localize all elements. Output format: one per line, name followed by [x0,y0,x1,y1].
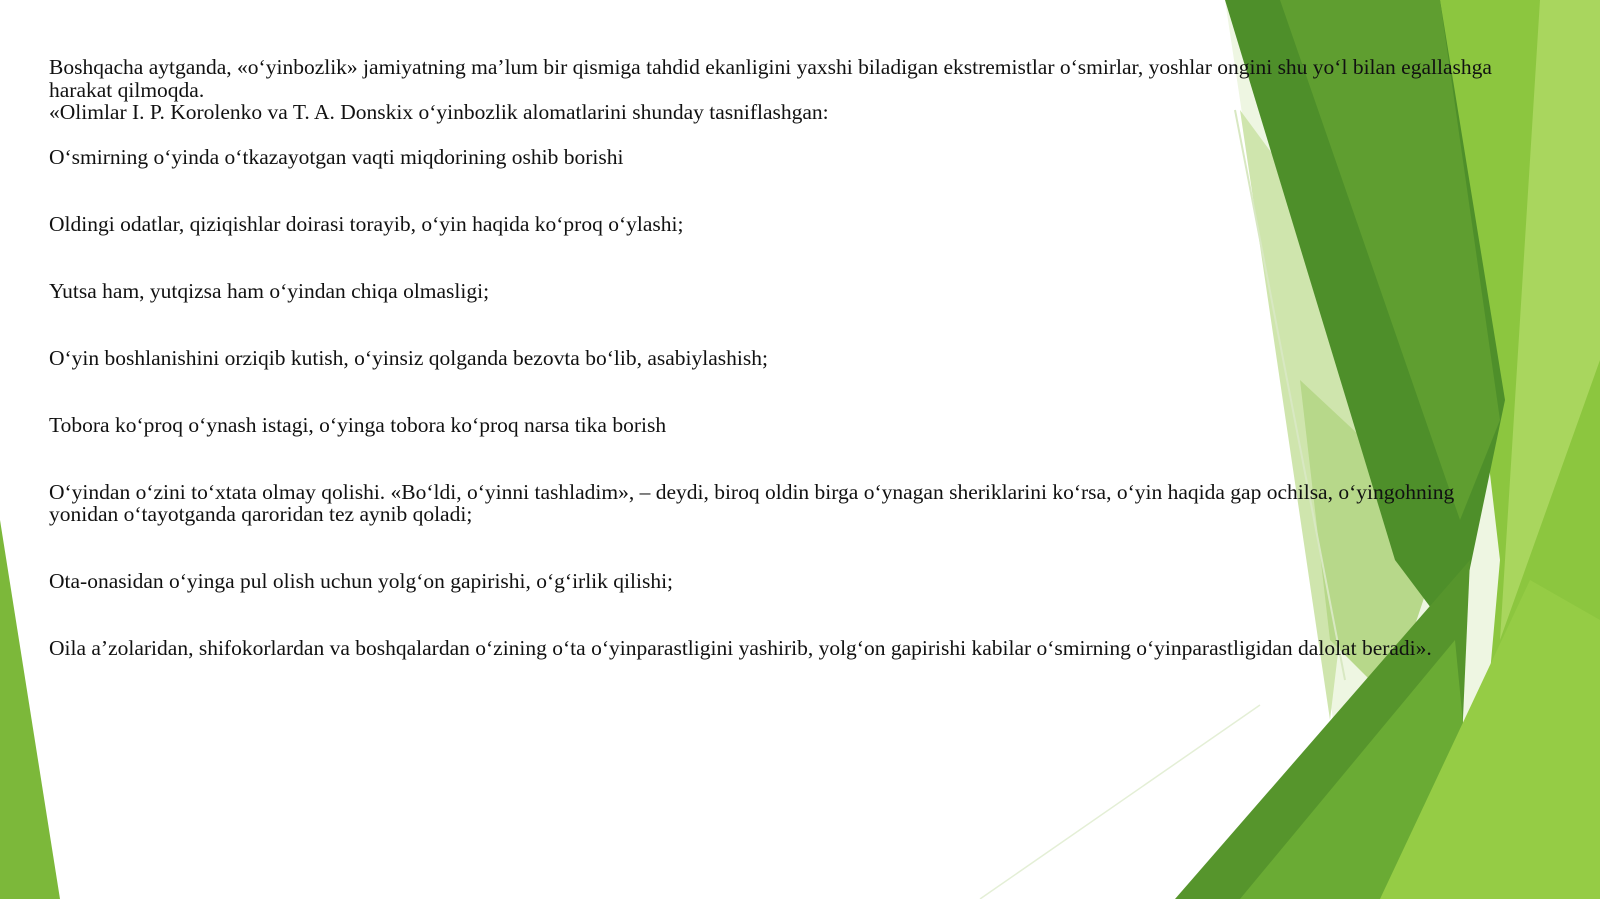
symptom-list [49,146,1519,660]
list-item [49,347,1519,370]
list-item-text: Oldingi odatlar, qiziqishlar doirasi torayib, o‘yin haqida ko‘proq o‘ylashi; [49,211,684,236]
list-item [49,637,1519,660]
list-item-text: Oila a’zolaridan, shifokorlardan va boshqalardan o‘zining o‘ta o‘yinparastligini yashirib, yolg‘on gapirishi kabilar o‘smirning o‘yinparastligidan dalolat beradi». [49,636,1432,660]
list-item-text: O‘yindan o‘zini to‘xtata olmay qolishi. «Bo‘ldi, o‘yinni tashladim», – deydi, biroq oldin birga o‘ynagan sheriklarini ko‘rsa, o‘yin haqida gap ochilsa, o‘yingohning yonidan o‘tayotganda qaroridan tez aynib qoladi; [49,479,1455,526]
intro-line: Boshqacha aytganda, «o‘yinbozlik» jamiyatning ma’lum bir qismiga tahdid ekanligini yaxshi biladigan ekstremistlar o‘smirlar, yoshlar ongini shu yo‘l bilan egallashga harakat qilmoqda. [49,55,1492,102]
list-item-text: O‘smirning o‘yinda o‘tkazayotgan vaqti miqdorining oshib borishi [49,144,624,169]
list-item-text: Yutsa ham, yutqizsa ham o‘yindan chiqa olmasligi; [49,278,490,303]
list-item [49,481,1519,526]
list-item [49,213,1519,236]
list-item [49,146,1519,169]
list-item [49,280,1519,303]
slide-body [49,56,1519,704]
intro-line: «Olimlar I. P. Korolenko va T. A. Donskix o‘yinbozlik alomatlarini shunday tasniflashgan: [49,100,829,124]
list-item [49,570,1519,593]
list-item [49,414,1519,437]
intro-paragraph [49,56,1519,124]
list-item-text: O‘yin boshlanishini orziqib kutish, o‘yinsiz qolganda bezovta bo‘lib, asabiylashish; [49,345,768,370]
list-item-text: Ota-onasidan o‘yinga pul olish uchun yolg‘on gapirishi, o‘g‘irlik qilishi; [49,569,674,593]
list-item-text: Tobora ko‘proq o‘ynash istagi, o‘yinga tobora ko‘proq narsa tika borish [49,412,667,437]
